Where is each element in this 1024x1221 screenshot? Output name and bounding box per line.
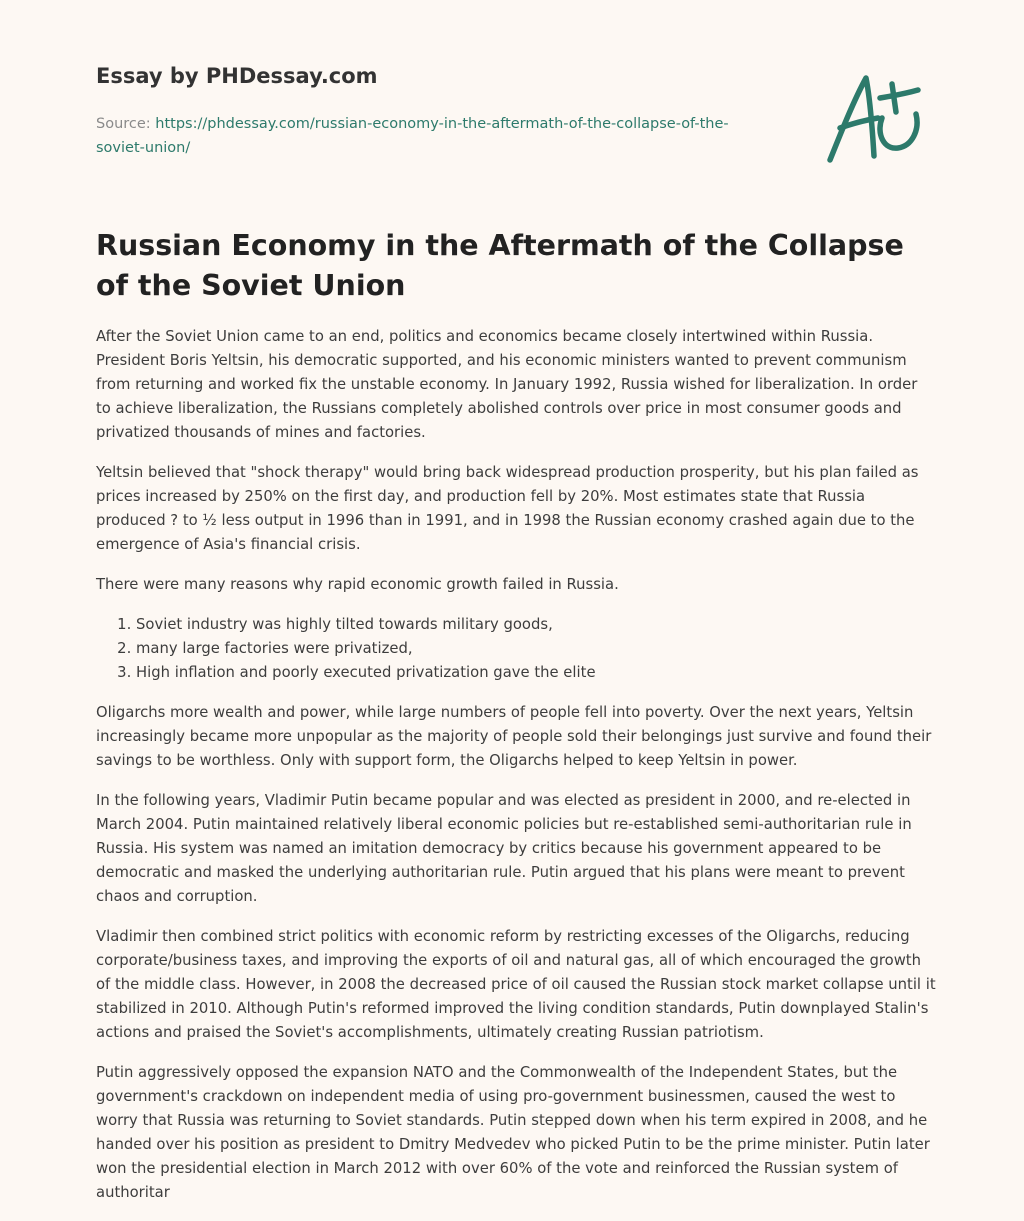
site-title: Essay by PHDessay.com bbox=[96, 64, 378, 88]
paragraph: Putin aggressively opposed the expansion NATO and the Commonwealth of the Independent States, but the government's crackdown on independent media of using pro-government businessmen, caused the west to worry that Russia was returning to Soviet standards. Putin stepped down when his term expired in 2008, and he handed over his position as president to Dmitry Medvedev who picked Putin to be the prime minister. Putin later won the presidential election in March 2012 with over 60% of the vote and reinforced the Russian system of authoritar bbox=[96, 1064, 930, 1201]
paragraph: There were many reasons why rapid economic growth failed in Russia. bbox=[96, 576, 619, 593]
paragraph: After the Soviet Union came to an end, politics and economics became closely intertwined within Russia. President Boris Yeltsin, his democratic supported, and his economic ministers wanted to prevent communism from returning and worked fix the unstable economy. In January 1992, Russia wished for liberalization. In order to achieve liberalization, the Russians completely abolished controls over price in most consumer goods and privatized thousands of mines and factories. bbox=[96, 328, 918, 441]
article-body bbox=[96, 325, 936, 1221]
list-item: 3. High inflation and poorly executed privatization gave the elite bbox=[136, 661, 936, 685]
paragraph: Oligarchs more wealth and power, while large numbers of people fell into poverty. Over the next years, Yeltsin increasingly became more unpopular as the majority of people sold their belongings just survive and found their savings to be worthless. Only with support form, the Oligarchs helped to keep Yeltsin in power. bbox=[96, 704, 932, 769]
paragraph: In the following years, Vladimir Putin became popular and was elected as president in 2000, and re-elected in March 2004. Putin maintained relatively liberal economic policies but re-established semi-authoritarian rule in Russia. His system was named an imitation democracy by critics because his government appeared to be democratic and masked the underlying authoritarian rule. Putin argued that his plans were meant to prevent chaos and corruption. bbox=[96, 792, 912, 905]
reasons-list bbox=[96, 613, 936, 685]
paragraph: Yeltsin believed that "shock therapy" would bring back widespread production prosperity, but his plan failed as prices increased by 250% on the first day, and production fell by 20%. Most estimates state that Russia produced ? to ½ less output in 1996 than in 1991, and in 1998 the Russian economy crashed again due to the emergence of Asia's financial crisis. bbox=[96, 464, 919, 553]
source-line bbox=[96, 112, 776, 160]
source-link[interactable]: https://phdessay.com/russian-economy-in-the-aftermath-of-the-collapse-of-the-soviet-union/ bbox=[96, 116, 729, 156]
list-item: 1. Soviet industry was highly tilted towards military goods, bbox=[136, 613, 936, 637]
article-title: Russian Economy in the Aftermath of the Collapse of the Soviet Union bbox=[96, 229, 904, 302]
list-item: 2. many large factories were privatized, bbox=[136, 637, 936, 661]
paragraph: Vladimir then combined strict politics with economic reform by restricting excesses of the Oligarchs, reducing corporate/business taxes, and improving the exports of oil and natural gas, all of which encouraged the growth of the middle class. However, in 2008 the decreased price of oil caused the Russian stock market collapse until it stabilized in 2010. Although Putin's reformed improved the living condition standards, Putin downplayed Stalin's actions and praised the Soviet's accomplishments, ultimately creating Russian patriotism. bbox=[96, 928, 936, 1041]
source-label: Source: bbox=[96, 116, 151, 132]
a-plus-logo-icon bbox=[820, 68, 930, 168]
